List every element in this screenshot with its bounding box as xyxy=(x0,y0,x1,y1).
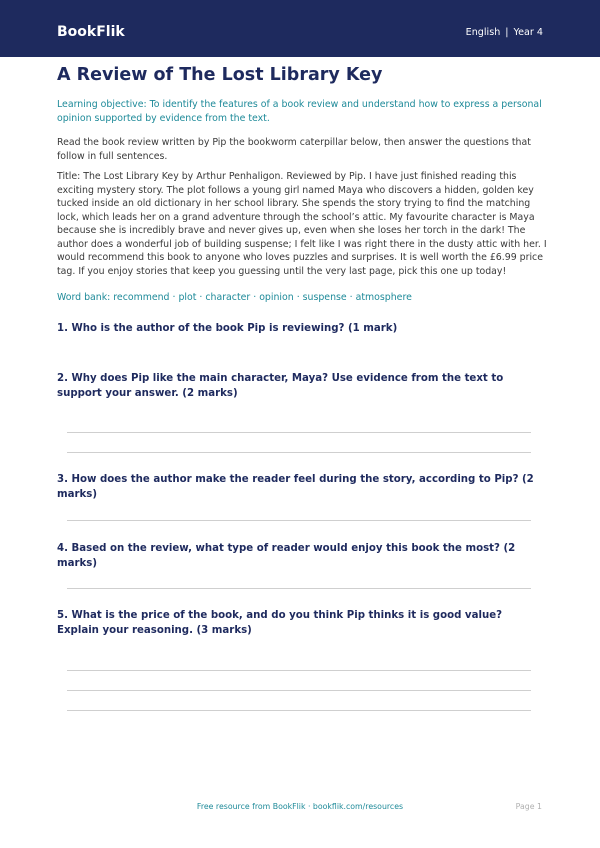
answer-line[interactable] xyxy=(67,710,531,711)
answer-line[interactable] xyxy=(67,432,531,433)
page-number: Page 1 xyxy=(515,802,542,811)
subject-label: English xyxy=(465,27,501,38)
answer-line[interactable] xyxy=(67,452,531,453)
worksheet-title: A Review of The Lost Library Key xyxy=(57,65,383,85)
question-4: 4. Based on the review, what type of reader would enjoy this book the most? (2 marks) xyxy=(57,543,516,569)
learning-objective: Learning objective: To identify the features of a book review and understand how to express a personal opinion supported by evidence from the text. xyxy=(57,99,542,124)
brand-logo-text[interactable]: BookFlik xyxy=(57,24,125,40)
page-header xyxy=(0,0,600,57)
answer-line[interactable] xyxy=(67,690,531,691)
subject-year-label xyxy=(466,26,543,40)
question-2: 2. Why does Pip like the main character, Maya? Use evidence from the text to support your answer. (2 marks) xyxy=(57,373,504,399)
instructions-text: Read the book review written by Pip the bookworm caterpillar below, then answer the questions that follow in full sentences. xyxy=(57,137,531,162)
question-3: 3. How does the author make the reader feel during the story, according to Pip? (2 marks) xyxy=(57,474,534,500)
question-1: 1. Who is the author of the book Pip is reviewing? (1 mark) xyxy=(57,323,398,334)
question-5: 5. What is the price of the book, and do you think Pip thinks it is good value? Explain your reasoning. (3 marks) xyxy=(57,610,503,636)
page-footer xyxy=(0,801,600,815)
answer-line[interactable] xyxy=(67,588,531,589)
book-review-passage: Title: The Lost Library Key by Arthur Penhaligon. Reviewed by Pip. I have just finished reading this exciting mystery story. The plot follows a young girl named Maya who discovers a hidden, golden key tucked inside an old dictionary in her school library. She spends the story trying to find the matching lock, which leads her on a grand adventure through the school’s attic. My favourite character is Maya because she is incredibly brave and never gives up, even when she loses her torch in the dark! The author does a wonderful job of building suspense; I felt like I was right there in the dusty attic with her. I would recommend this book to anyone who loves puzzles and surprises. It is well worth the £6.99 price tag. If you enjoy stories that keep you guessing until the very last page, pick this one up today! xyxy=(57,171,547,277)
year-label: Year 4 xyxy=(513,27,543,38)
header-separator: | xyxy=(505,27,509,38)
answer-line[interactable] xyxy=(67,670,531,671)
footer-resource-link[interactable]: Free resource from BookFlik · bookflik.com/resources xyxy=(196,802,404,811)
word-bank: Word bank: recommend · plot · character · opinion · suspense · atmosphere xyxy=(57,292,412,303)
answer-line[interactable] xyxy=(67,520,531,521)
